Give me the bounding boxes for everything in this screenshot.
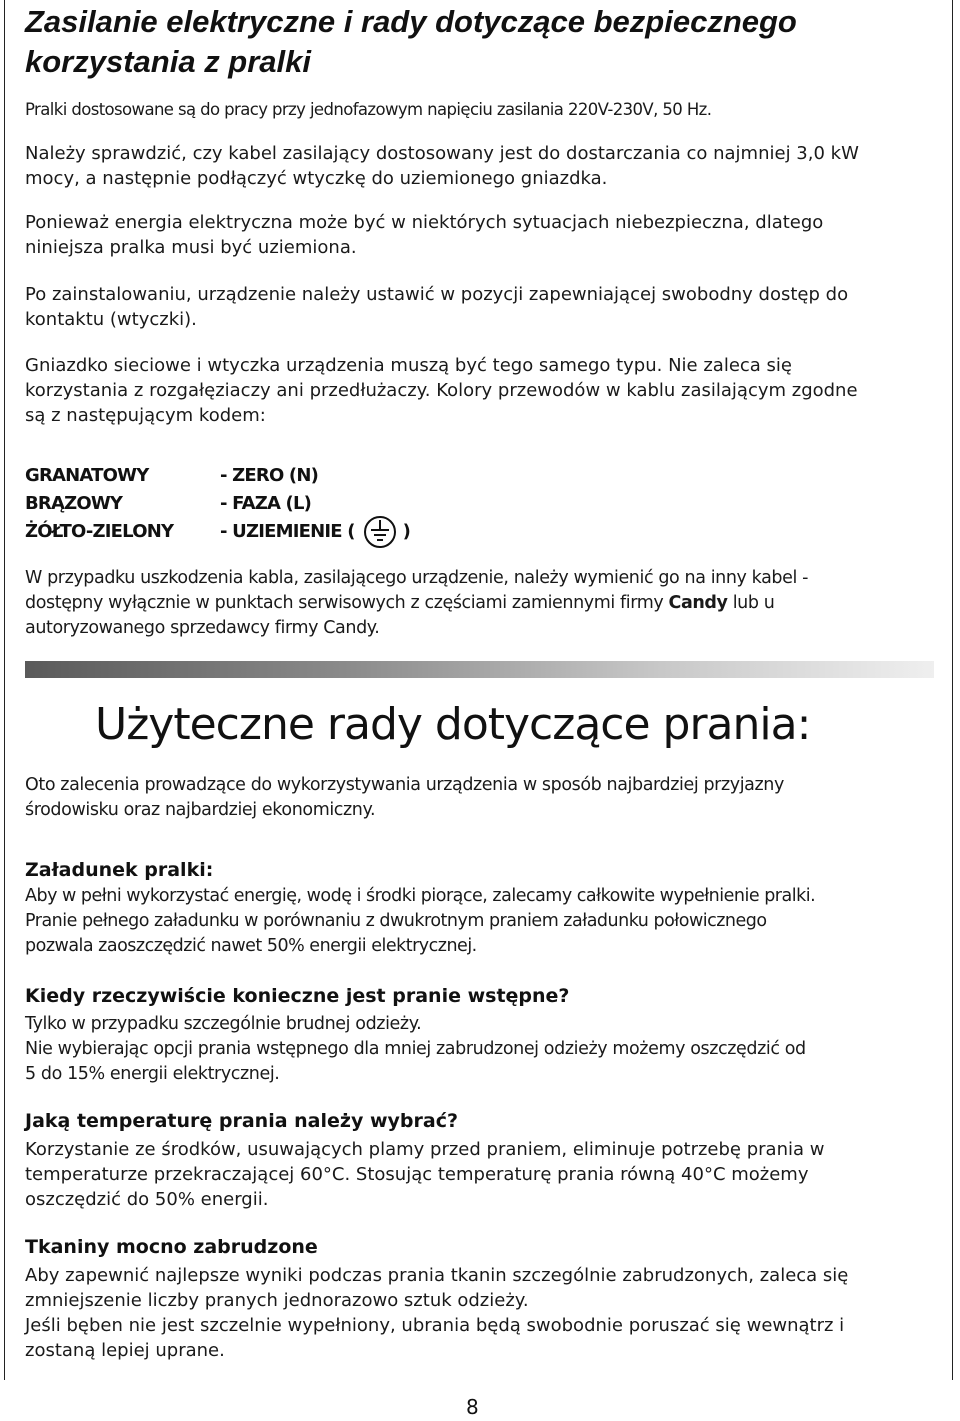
heavily-soiled-heading: Tkaniny mocno zabrudzone — [25, 1236, 318, 1258]
temperature-heading: Jaką temperaturę prania należy wybrać? — [25, 1110, 458, 1132]
damaged-cable-line-2b: lub u — [727, 593, 775, 613]
placement-text-line-1: Po zainstalowaniu, urządzenie należy ustawić w pozycji zapewniającej swobodny dostęp do — [25, 284, 849, 305]
socket-paragraph — [25, 353, 937, 428]
section-divider-bar — [25, 661, 934, 678]
voltage-text: Pralki dostosowane są do pracy przy jednofazowym napięciu zasilania 220V-230V, 50 Hz. — [25, 100, 712, 119]
right-margin-line — [952, 0, 953, 1380]
temperature-line-1: Korzystanie ze środków, usuwających plamy przed praniem, eliminuje potrzebę prania w — [25, 1139, 825, 1160]
cable-paragraph — [25, 141, 937, 191]
heavily-soiled-paragraph — [25, 1263, 937, 1363]
grounding-text-line-1: Ponieważ energia elektryczna może być w niektórych sytuacjach niebezpieczna, dlatego — [25, 212, 824, 233]
washing-tips-heading: Użyteczne rady dotyczące prania: — [95, 699, 811, 750]
wire-row-neutral — [25, 462, 410, 490]
prewash-line-1: Tylko w przypadku szczególnie brudnej odzieży. — [25, 1014, 422, 1034]
cable-text-line-1: Należy sprawdzić, czy kabel zasilający dostosowany jest do dostarczania co najmniej 3,0 kW — [25, 143, 859, 164]
socket-text-line-2: korzystania z rozgałęziaczy ani przedłużaczy. Kolory przewodów w kablu zasilającym zgodne — [25, 380, 858, 401]
socket-text-line-3: są z następującym kodem: — [25, 405, 266, 426]
damaged-cable-paragraph — [25, 566, 937, 641]
intro-line-2: środowisku oraz najbardziej ekonomiczny. — [25, 800, 376, 820]
heavily-soiled-line-3: Jeśli bęben nie jest szczelnie wypełniony, ubrania będą swobodnie poruszać się wewnątrz i — [25, 1315, 845, 1336]
page-number: 8 — [466, 1395, 479, 1419]
wire-name: ŻÓŁTO-ZIELONY — [25, 521, 174, 542]
damaged-cable-line-2a: dostępny wyłącznie w punktach serwisowych z częściami zamiennymi firmy — [25, 593, 669, 613]
wire-value-suffix: ) — [402, 521, 411, 542]
prewash-line-3: 5 do 15% energii elektrycznej. — [25, 1064, 280, 1084]
load-line-3: pozwala zaoszczędzić nawet 50% energii elektrycznej. — [25, 936, 477, 956]
intro-paragraph — [25, 773, 937, 823]
wire-value: - UZIEMIENIE ( — [220, 521, 355, 542]
load-heading: Załadunek pralki: — [25, 859, 214, 881]
cable-text-line-2: mocy, a następnie podłączyć wtyczkę do uziemionego gniazdka. — [25, 168, 608, 189]
brand-name: Candy — [668, 593, 728, 613]
heavily-soiled-line-1: Aby zapewnić najlepsze wyniki podczas prania tkanin szczególnie zabrudzonych, zaleca się — [25, 1265, 849, 1286]
section-title-line-2: korzystania z pralki — [25, 44, 312, 79]
voltage-paragraph — [25, 97, 937, 122]
wire-name: BRĄZOWY — [25, 493, 123, 514]
prewash-line-2: Nie wybierając opcji prania wstępnego dla mniej zabrudzonej odzieży możemy oszczędzić od — [25, 1039, 806, 1059]
prewash-heading: Kiedy rzeczywiście konieczne jest pranie wstępne? — [25, 985, 570, 1007]
wire-name: GRANATOWY — [25, 465, 149, 486]
grounding-text-line-2: niniejsza pralka musi być uziemiona. — [25, 237, 357, 258]
socket-text-line-1: Gniazdko sieciowe i wtyczka urządzenia muszą być tego samego typu. Nie zaleca się — [25, 355, 793, 376]
load-paragraph — [25, 884, 937, 959]
left-margin-line — [4, 0, 5, 1380]
earth-ground-icon — [363, 515, 397, 549]
grounding-paragraph — [25, 210, 937, 260]
wire-value: - FAZA (L) — [220, 493, 312, 514]
prewash-paragraph — [25, 1012, 937, 1087]
damaged-cable-line-1: W przypadku uszkodzenia kabla, zasilającego urządzenie, należy wymienić go na inny kabel - — [25, 568, 809, 588]
damaged-cable-line-3: autoryzowanego sprzedawcy firmy Candy. — [25, 618, 380, 638]
wire-value-ground — [220, 518, 410, 546]
temperature-paragraph — [25, 1137, 937, 1212]
wire-row-phase — [25, 490, 410, 518]
section-title — [25, 2, 925, 82]
placement-text-line-2: kontaktu (wtyczki). — [25, 309, 197, 330]
damaged-cable-line-2 — [25, 591, 937, 616]
load-line-1: Aby w pełni wykorzystać energię, wodę i środki piorące, zalecamy całkowite wypełnienie pralki. — [25, 886, 816, 906]
heavily-soiled-line-4: zostaną lepiej uprane. — [25, 1340, 225, 1361]
temperature-line-2: temperaturze przekraczającej 60°C. Stosując temperaturę prania równą 40°C możemy — [25, 1164, 809, 1185]
heavily-soiled-line-2: zmniejszenie liczby pranych jednorazowo sztuk odzieży. — [25, 1290, 529, 1311]
section-title-line-1: Zasilanie elektryczne i rady dotyczące bezpiecznego — [25, 4, 797, 39]
intro-line-1: Oto zalecenia prowadzące do wykorzystywania urządzenia w sposób najbardziej przyjazny — [25, 775, 784, 795]
wire-color-code-list — [25, 462, 410, 546]
placement-paragraph — [25, 282, 937, 332]
temperature-line-3: oszczędzić do 50% energii. — [25, 1189, 269, 1210]
wire-row-ground — [25, 518, 410, 546]
wire-value: - ZERO (N) — [220, 465, 319, 486]
load-line-2: Pranie pełnego załadunku w porównaniu z dwukrotnym praniem załadunku połowicznego — [25, 911, 767, 931]
